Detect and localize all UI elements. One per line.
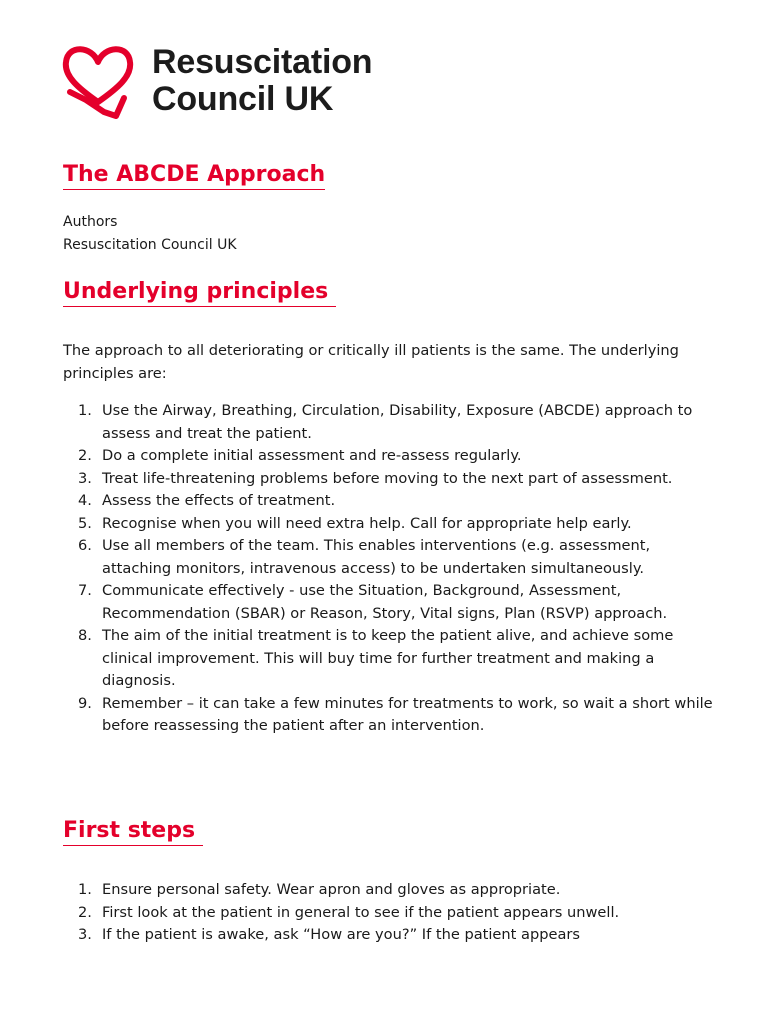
principles-heading-text: Underlying principles [63,279,329,304]
first-steps-list [63,879,713,947]
list-text: Use all members of the team. This enables interventions (e.g. assessment, attaching monitors, intravenous access) to be undertaken simultaneously. [102,537,651,577]
list-number: 6. [78,537,92,554]
list-number: 9. [78,694,92,712]
first-steps-heading-text: First steps [63,818,196,843]
list-number: 3. [78,469,92,487]
list-text: Do a complete initial assessment and re-assess regularly. [102,447,522,464]
list-text: Ensure personal safety. Wear apron and gloves as appropriate. [102,881,561,898]
list-number: 4. [78,492,92,509]
logo-line-2: Council UK [152,80,334,118]
logo-line-1: Resuscitation [152,43,373,81]
list-text: Use the Airway, Breathing, Circulation, Disability, Exposure (ABCDE) approach to assess and treat the patient. [102,402,693,442]
authors-label: Authors [63,214,118,230]
list-text: Assess the effects of treatment. [102,492,336,509]
list-item [63,445,713,468]
list-number: 5. [78,514,92,532]
list-text: The aim of the initial treatment is to keep the patient alive, and achieve some clinical improvement. This will buy time for further treatment and making a diagnosis. [102,627,674,689]
list-number: 7. [78,582,92,599]
list-text: First look at the patient in general to see if the patient appears unwell. [102,903,620,921]
list-number: 2. [78,447,92,464]
list-text: Remember – it can take a few minutes for treatments to work, so wait a short while before reassessing the patient after an intervention. [102,694,713,734]
list-item [63,625,713,693]
list-item [63,580,713,625]
list-item [63,513,713,536]
list-text: Treat life-threatening problems before moving to the next part of assessment. [102,469,673,487]
authors-block [63,211,237,257]
list-item [63,902,713,925]
list-number: 1. [78,402,92,419]
principles-list [63,400,713,738]
heart-logo-icon [62,40,134,124]
list-text: Recognise when you will need extra help. Call for appropriate help early. [102,514,632,532]
list-item [63,693,713,738]
list-item [63,468,713,491]
list-item [63,924,713,947]
list-text: Communicate effectively - use the Situation, Background, Assessment, Recommendation (SBAR) or Reason, Story, Vital signs, Plan (RSVP) approach. [102,582,668,622]
list-number: 2. [78,903,92,921]
list-item [63,490,713,513]
list-number: 1. [78,881,92,898]
list-number: 3. [78,926,92,943]
list-item [63,400,713,445]
authors-name: Resuscitation Council UK [63,237,237,253]
list-item [63,535,713,580]
list-item [63,879,713,902]
logo-wordmark [152,44,452,118]
list-text: If the patient is awake, ask “How are you?” If the patient appears [102,926,581,943]
section-heading-principles [63,278,336,307]
list-number: 8. [78,627,92,644]
principles-intro: The approach to all deteriorating or critically ill patients is the same. The underlying principles are: [63,342,679,382]
section-heading-first-steps [63,817,203,846]
document-title: The ABCDE Approach [63,161,325,190]
